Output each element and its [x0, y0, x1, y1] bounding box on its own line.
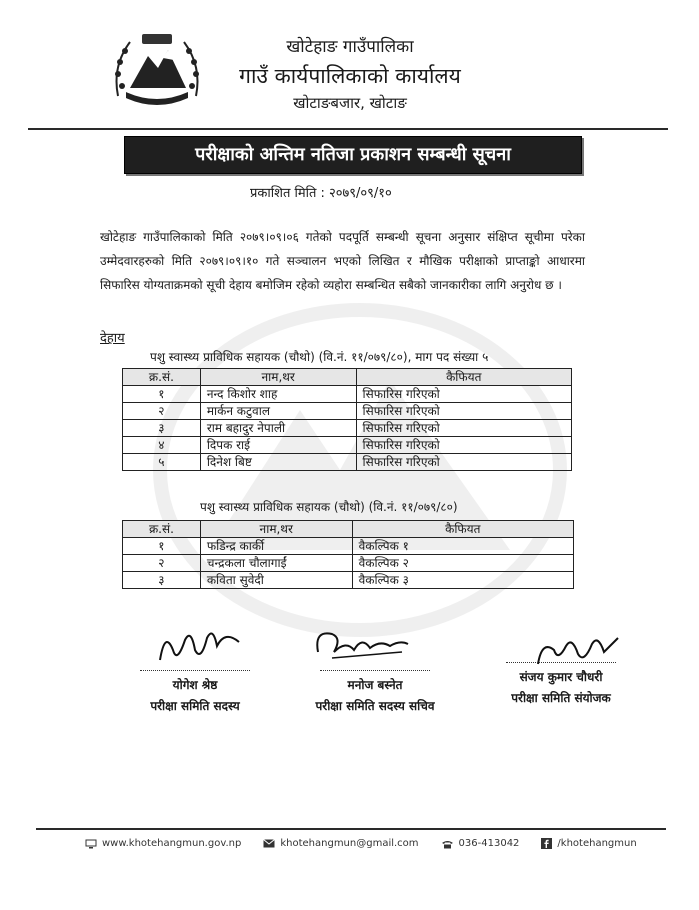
signatory-role: परीक्षा समिति सदस्य सचिव — [315, 699, 435, 713]
signature-line — [140, 670, 250, 671]
cell-remarks: सिफारिस गरिएको — [356, 386, 571, 403]
published-date — [250, 183, 392, 201]
cell-remarks: सिफारिस गरिएको — [356, 420, 571, 437]
footer-facebook[interactable] — [541, 838, 636, 849]
table2-caption: पशु स्वास्थ्य प्राविधिक सहायक (चौथो) (वि.नं. ११/०७९/८०) — [200, 500, 458, 514]
cell-sn: ३ — [123, 572, 201, 589]
cell-remarks: सिफारिस गरिएको — [356, 403, 571, 420]
footer-divider — [36, 828, 666, 830]
table-header-row — [123, 369, 572, 386]
signatory-role: परीक्षा समिति सदस्य — [150, 699, 240, 713]
col-header-name: नाम,थर — [200, 369, 356, 386]
footer-website[interactable] — [85, 838, 241, 849]
header-divider — [28, 128, 668, 130]
cell-sn: १ — [123, 538, 201, 555]
cell-sn: ३ — [123, 420, 201, 437]
cell-name: चन्द्रकला चौलागाईं — [200, 555, 352, 572]
table-row — [123, 538, 574, 555]
signatory-coordinator — [476, 662, 646, 706]
office-address: खोटाङबजार, खोटाङ — [293, 94, 407, 112]
website-text: www.khotehangmun.gov.np — [102, 838, 242, 849]
cell-name: फडिन्द्र कार्की — [200, 538, 352, 555]
table-row — [123, 420, 572, 437]
table1-caption: पशु स्वास्थ्य प्राविधिक सहायक (चौथो) (वि.नं. ११/०७९/८०), माग पद संख्या ५ — [150, 350, 489, 364]
cell-remarks: वैकल्पिक ३ — [352, 572, 573, 589]
dehaya-heading: देहाय — [100, 331, 125, 346]
col-header-name: नाम,थर — [200, 521, 352, 538]
cell-remarks: सिफारिस गरिएको — [356, 454, 571, 471]
cell-sn: ४ — [123, 437, 201, 454]
signatory-name: योगेश श्रेष्ठ — [172, 678, 218, 692]
notice-body: खोटेहाङ गाउँपालिकाको मिति २०७९।०९।०६ गतेको पदपूर्ति सम्बन्धी सूचना अनुसार संक्षिप्त सूचीमा परेका उम्मेदवारहरुको मिति २०७९।०९।१० गते सञ्चालन भएको लिखित र मौखिक परीक्षाको प्राप्ताङ्को आधारमा सिफारिस योग्यताक्रमको सूची देहाय बमोजिम रहेको व्यहोरा सम्बन्धित सबैको जानकारीका लागि अनुरोध छ । — [100, 230, 585, 292]
cell-remarks: वैकल्पिक १ — [352, 538, 573, 555]
cell-remarks: वैकल्पिक २ — [352, 555, 573, 572]
signature-line — [506, 662, 616, 663]
table-header-row — [123, 521, 574, 538]
municipality-name: खोटेहाङ गाउँपालिका — [286, 37, 414, 57]
municipality-emblem — [108, 26, 206, 110]
signatory-member — [110, 670, 280, 714]
col-header-remarks: कैफियत — [352, 521, 573, 538]
signature-2-image — [312, 622, 412, 666]
computer-icon — [85, 839, 97, 849]
signatory-secretary — [290, 670, 460, 714]
phone-icon — [441, 839, 454, 849]
table-row — [123, 454, 572, 471]
cell-name: दिपक राई — [200, 437, 356, 454]
signatory-name: संजय कुमार चौधरी — [519, 670, 603, 684]
table-row — [123, 386, 572, 403]
published-date-label: प्रकाशित मिति : — [250, 186, 325, 201]
cell-name: दिनेश बिष्ट — [200, 454, 356, 471]
notice-title: परीक्षाको अन्तिम नतिजा प्रकाशन सम्बन्धी सूचना — [124, 136, 582, 174]
signature-line — [320, 670, 430, 671]
email-text: khotehangmun@gmail.com — [280, 838, 419, 849]
cell-sn: ५ — [123, 454, 201, 471]
col-header-sn: क्र.सं. — [123, 369, 201, 386]
facebook-icon — [541, 838, 552, 849]
cell-name: मार्कन कटुवाल — [200, 403, 356, 420]
col-header-sn: क्र.सं. — [123, 521, 201, 538]
facebook-text: /khotehangmun — [557, 838, 637, 849]
table-row — [123, 437, 572, 454]
signatory-name: मनोज बस्नेत — [347, 678, 403, 692]
cell-name: कविता सुवेदी — [200, 572, 352, 589]
footer-contacts — [85, 838, 637, 849]
cell-sn: २ — [123, 555, 201, 572]
signature-1-image — [155, 620, 245, 670]
col-header-remarks: कैफियत — [356, 369, 571, 386]
phone-text: 036-413042 — [458, 838, 520, 849]
cell-sn: १ — [123, 386, 201, 403]
footer-phone[interactable] — [441, 838, 520, 849]
table-row — [123, 572, 574, 589]
cell-name: राम बहादुर नेपाली — [200, 420, 356, 437]
cell-remarks: सिफारिस गरिएको — [356, 437, 571, 454]
table-row — [123, 403, 572, 420]
alternate-table — [122, 520, 574, 589]
footer-email[interactable] — [263, 838, 418, 849]
office-name: गाउँ कार्यपालिकाको कार्यालय — [239, 64, 461, 88]
cell-name: नन्द किशोर शाह — [200, 386, 356, 403]
table-row — [123, 555, 574, 572]
published-date-value: २०७९/०९/१० — [328, 186, 392, 201]
signatory-role: परीक्षा समिति संयोजक — [511, 691, 611, 705]
recommended-table — [122, 368, 572, 471]
cell-sn: २ — [123, 403, 201, 420]
mail-icon — [263, 839, 275, 848]
